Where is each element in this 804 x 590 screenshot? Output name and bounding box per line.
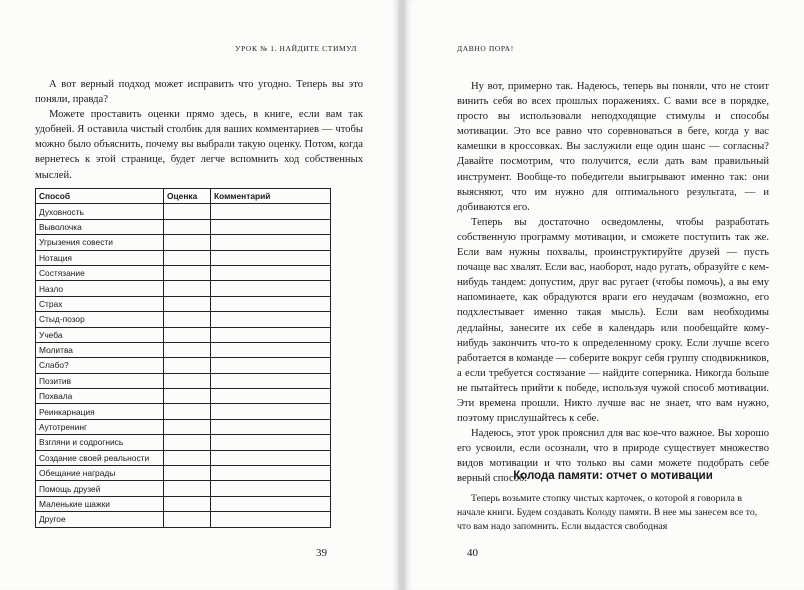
score-cell <box>164 235 211 250</box>
method-cell: Реинкарнация <box>36 404 164 419</box>
method-cell: Создание своей реальности <box>36 450 164 465</box>
comment-cell <box>211 389 331 404</box>
comment-cell <box>211 296 331 311</box>
comment-cell <box>211 235 331 250</box>
comment-cell <box>211 512 331 527</box>
section-text <box>457 492 769 534</box>
comment-cell <box>211 265 331 280</box>
method-cell: Позитив <box>36 373 164 388</box>
comment-cell <box>211 450 331 465</box>
score-cell <box>164 219 211 234</box>
table-row <box>36 235 331 250</box>
running-head-right: ДАВНО ПОРА! <box>457 44 514 53</box>
comment-cell <box>211 219 331 234</box>
score-cell <box>164 496 211 511</box>
column-header-comment: Комментарий <box>211 189 331 204</box>
method-cell: Угрызения совести <box>36 235 164 250</box>
score-cell <box>164 373 211 388</box>
method-cell: Похвала <box>36 389 164 404</box>
score-cell <box>164 342 211 357</box>
comment-cell <box>211 466 331 481</box>
table-row <box>36 435 331 450</box>
column-header-method: Способ <box>36 189 164 204</box>
comment-cell <box>211 435 331 450</box>
table-row <box>36 296 331 311</box>
comment-cell <box>211 281 331 296</box>
table-row <box>36 496 331 511</box>
comment-cell <box>211 342 331 357</box>
method-cell: Назло <box>36 281 164 296</box>
table-row <box>36 204 331 219</box>
paragraph: А вот верный подход может исправить что угодно. Теперь вы это поняли, правда? <box>35 79 363 106</box>
paragraph: Ну вот, примерно так. Надеюсь, теперь вы поняли, что не стоит винить себя во всех прошлых поражениях. С вами все в порядке, просто вы использовали неподходящие стимулы и способы мотивации. Это все равно что соревноваться в беге, когда у вас камешки в кроссовках. Вы заслужили еще один шанс — согласны? Давайте посмотрим, что получится, если дать вам правильный инструмент. Вообще-то победители выигрывают именно так: они выясняют, что им нужно для оптимального результата, — и добиваются его. <box>457 81 769 213</box>
column-header-score: Оценка <box>164 189 211 204</box>
table-row <box>36 512 331 527</box>
method-cell: Состязание <box>36 265 164 280</box>
method-cell: Слабо? <box>36 358 164 373</box>
score-cell <box>164 435 211 450</box>
score-cell <box>164 481 211 496</box>
score-cell <box>164 296 211 311</box>
score-cell <box>164 358 211 373</box>
table-row <box>36 450 331 465</box>
method-cell: Выволочка <box>36 219 164 234</box>
score-cell <box>164 265 211 280</box>
method-cell: Учеба <box>36 327 164 342</box>
paragraph: Теперь возьмите стопку чистых карточек, о которой я говорила в начале книги. Будем создавать Колоду памяти. В нее мы занесем все то, что вам надо запомнить. Если выдастся свободная <box>457 493 758 532</box>
score-cell <box>164 389 211 404</box>
table-row <box>36 419 331 434</box>
evaluation-table <box>35 188 331 528</box>
method-cell: Молитва <box>36 342 164 357</box>
table-row <box>36 327 331 342</box>
table-row <box>36 404 331 419</box>
paragraph: Можете проставить оценки прямо здесь, в книге, если вам так удобней. Я оставила чистый столбик для ваших комментариев — чтобы можно было объяснить, почему вы выбрали такую оценку. Потом, когда вернетесь к этой странице, будет легче вспомнить ход собственных мыслей. <box>35 109 363 181</box>
table-row <box>36 250 331 265</box>
method-cell: Нотация <box>36 250 164 265</box>
score-cell <box>164 404 211 419</box>
method-cell: Аутотренинг <box>36 419 164 434</box>
table-row <box>36 265 331 280</box>
running-head-left: УРОК № 1. НАЙДИТЕ СТИМУЛ <box>235 44 357 53</box>
table-body <box>36 204 331 527</box>
score-cell <box>164 419 211 434</box>
left-page <box>0 0 399 590</box>
comment-cell <box>211 404 331 419</box>
page-number-left: 39 <box>316 547 327 559</box>
table-row <box>36 358 331 373</box>
table-row <box>36 389 331 404</box>
section-title: Колода памяти: отчет о мотивации <box>513 470 713 482</box>
table-row <box>36 281 331 296</box>
table-row <box>36 481 331 496</box>
method-cell: Помощь друзей <box>36 481 164 496</box>
score-cell <box>164 312 211 327</box>
score-cell <box>164 281 211 296</box>
method-cell: Обещание награды <box>36 466 164 481</box>
method-cell: Взгляни и содрогнись <box>36 435 164 450</box>
right-body-text <box>457 79 769 487</box>
comment-cell <box>211 327 331 342</box>
table-row <box>36 466 331 481</box>
method-cell: Духовность <box>36 204 164 219</box>
comment-cell <box>211 204 331 219</box>
table-row <box>36 342 331 357</box>
table-row <box>36 373 331 388</box>
method-cell: Маленькие шажки <box>36 496 164 511</box>
left-body-text <box>35 77 363 183</box>
method-cell: Другое <box>36 512 164 527</box>
comment-cell <box>211 250 331 265</box>
comment-cell <box>211 358 331 373</box>
right-page <box>405 0 804 590</box>
score-cell <box>164 512 211 527</box>
paragraph: Надеюсь, этот урок прояснил для вас кое-что важное. Вы хорошо его усвоили, если осознали, что в природе существует множество видов мотивации и что только вы сами можете подобрать себе верный способ. <box>457 428 769 485</box>
score-cell <box>164 450 211 465</box>
score-cell <box>164 204 211 219</box>
table-row <box>36 312 331 327</box>
comment-cell <box>211 419 331 434</box>
score-cell <box>164 466 211 481</box>
score-cell <box>164 250 211 265</box>
comment-cell <box>211 481 331 496</box>
method-cell: Стыд-позор <box>36 312 164 327</box>
page-number-right: 40 <box>467 547 478 559</box>
table-header-row <box>36 189 331 204</box>
comment-cell <box>211 373 331 388</box>
method-cell: Страх <box>36 296 164 311</box>
paragraph: Теперь вы достаточно осведомлены, чтобы разработать собственную программу мотивации, и сможете поступить так же. Если вам нужны похвалы, проинструктируйте друзей — пусть почаще вас хвалят. Если вас, наоборот, надо ругать, образуйте с кем-нибудь тандем: допустим, друг вас ругает (чтобы помочь), а вы ему напоминаете, как обрадуются враги его неудачам (возможно, его подхлестывает именно такая мысль). Если вам необходимы дедлайны, занесите их себе в календарь или пообещайте кому-нибудь закончить что-то к определенному сроку. Если лучше всего работается в команде — соберите вокруг себя группу сподвижников, а если требуется состязание — найдите соперника. Никогда больше не пытайтесь прийти к победе, используя чужой способ мотивации. Эти времена прошли. Никто лучше вас не знает, что вам нужно, поэтому прислушайтесь к себе. <box>457 216 769 425</box>
table-row <box>36 219 331 234</box>
score-cell <box>164 327 211 342</box>
comment-cell <box>211 312 331 327</box>
comment-cell <box>211 496 331 511</box>
